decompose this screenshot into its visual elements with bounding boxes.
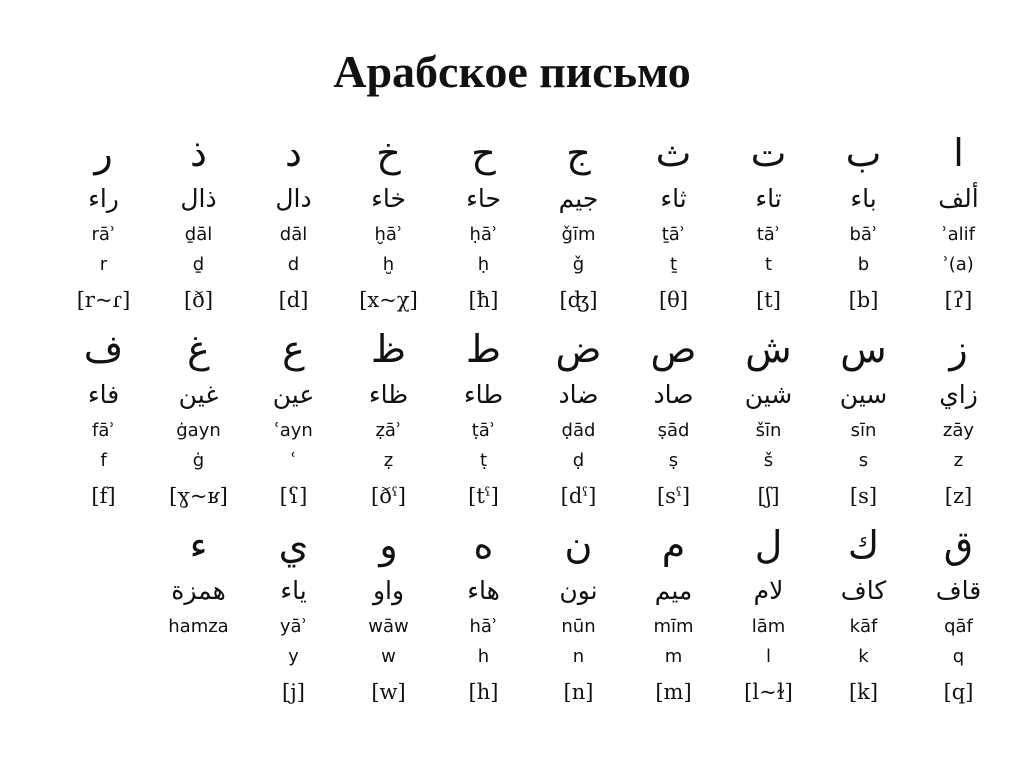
- ipa-transcription: [ð]: [183, 288, 214, 312]
- transliteration: ṣād: [657, 420, 690, 441]
- latin-equivalent: h: [477, 646, 490, 667]
- ipa-transcription: [h]: [468, 680, 499, 704]
- ipa-transcription: [f]: [91, 484, 116, 508]
- letter-cell: [246, 128, 341, 324]
- ipa-transcription: [b]: [848, 288, 879, 312]
- transliteration: wāw: [368, 616, 409, 637]
- alphabet-row: [56, 128, 1006, 324]
- latin-equivalent: ġ: [192, 450, 205, 471]
- letter-cell: [151, 520, 246, 716]
- latin-equivalent: t: [764, 254, 773, 275]
- page-title: Арабское письмо: [333, 46, 691, 97]
- ipa-transcription: [d]: [278, 288, 309, 312]
- letter-cell: [341, 128, 436, 324]
- arabic-letter: و: [379, 523, 398, 567]
- ipa-transcription: [ʃ]: [757, 484, 780, 508]
- ipa-transcription: [sˤ]: [656, 484, 691, 508]
- transliteration: ṭāʾ: [471, 420, 496, 441]
- arabic-letter-name: ثاء: [660, 184, 687, 213]
- latin-equivalent: ʿ: [290, 450, 297, 471]
- arabic-letter-name: تاء: [755, 184, 782, 213]
- letter-cell: [531, 324, 626, 520]
- arabic-letter-name: سين: [839, 380, 888, 409]
- letter-cell: [816, 128, 911, 324]
- transliteration: kāf: [849, 616, 878, 637]
- ipa-transcription: [x~χ]: [359, 288, 418, 312]
- letter-cell: [151, 324, 246, 520]
- arabic-letter-name: زاي: [939, 380, 978, 409]
- transliteration: ʾalif: [942, 224, 975, 245]
- letter-cell: [626, 520, 721, 716]
- arabic-letter-name: حاء: [466, 184, 501, 213]
- latin-equivalent: s: [858, 450, 869, 471]
- arabic-letter: ص: [650, 327, 697, 371]
- letter-cell: [436, 324, 531, 520]
- ipa-transcription: [ʤ]: [559, 288, 598, 312]
- arabic-letter-name: فاء: [87, 380, 120, 409]
- latin-equivalent: š: [763, 450, 774, 471]
- letter-cell: [436, 128, 531, 324]
- arabic-letter-name: طاء: [463, 380, 504, 409]
- ipa-transcription: [k]: [848, 680, 879, 704]
- ipa-transcription: [ðˤ]: [371, 484, 406, 508]
- transliteration: ǧīm: [561, 224, 596, 245]
- arabic-letter-name: ظاء: [368, 380, 409, 409]
- latin-equivalent: m: [664, 646, 683, 667]
- ipa-transcription: [l~ɫ]: [744, 680, 793, 704]
- arabic-letter-name: صاد: [653, 380, 694, 409]
- transliteration: hāʾ: [469, 616, 498, 637]
- latin-equivalent: ḏ: [192, 254, 205, 275]
- latin-equivalent: w: [381, 646, 396, 667]
- transliteration: ḫāʾ: [374, 224, 403, 245]
- ipa-transcription: [n]: [563, 680, 594, 704]
- ipa-transcription: [s]: [849, 484, 878, 508]
- arabic-letter-name: عين: [272, 380, 315, 409]
- arabic-letter-name: شين: [744, 380, 793, 409]
- arabic-letter: ن: [564, 523, 593, 567]
- latin-equivalent: n: [572, 646, 585, 667]
- alphabet-table: [56, 128, 1006, 716]
- letter-cell: [721, 324, 816, 520]
- transliteration: bāʾ: [849, 224, 878, 245]
- letter-cell: [341, 324, 436, 520]
- transliteration: ẓāʾ: [375, 420, 402, 441]
- arabic-letter-name: هاء: [467, 576, 500, 605]
- transliteration: ṯāʾ: [661, 224, 686, 245]
- latin-equivalent: l: [765, 646, 771, 667]
- alphabet-row: [56, 520, 1006, 716]
- letter-cell: [911, 520, 1006, 716]
- letter-cell: [721, 128, 816, 324]
- ipa-transcription: [r~ɾ]: [76, 288, 131, 312]
- latin-equivalent: ḍ: [572, 450, 585, 471]
- ipa-transcription: [j]: [282, 680, 305, 704]
- arabic-letter-name: ذال: [180, 184, 217, 213]
- ipa-transcription: [z]: [944, 484, 973, 508]
- arabic-letter-name: لام: [753, 576, 784, 605]
- transliteration: ġayn: [176, 420, 221, 441]
- transliteration: zāy: [942, 420, 975, 441]
- ipa-transcription: [q]: [943, 680, 974, 704]
- latin-equivalent: b: [857, 254, 870, 275]
- letter-cell: [56, 128, 151, 324]
- arabic-letter: خ: [376, 131, 401, 175]
- letter-cell: [151, 128, 246, 324]
- transliteration: lām: [751, 616, 786, 637]
- transliteration: sīn: [850, 420, 877, 441]
- arabic-letter: ض: [555, 327, 602, 371]
- letter-cell: [911, 128, 1006, 324]
- letter-cell: [246, 324, 341, 520]
- latin-equivalent: ṯ: [669, 254, 678, 275]
- transliteration: šīn: [755, 420, 782, 441]
- ipa-transcription: [θ]: [658, 288, 689, 312]
- arabic-letter: ك: [847, 523, 880, 567]
- ipa-transcription: [t]: [756, 288, 781, 312]
- letter-cell: [816, 324, 911, 520]
- ipa-transcription: [ɣ~ʁ]: [169, 484, 228, 508]
- ipa-transcription: [ħ]: [468, 288, 499, 312]
- ipa-transcription: [m]: [655, 680, 692, 704]
- arabic-letter: ت: [750, 131, 787, 175]
- transliteration: ḏāl: [184, 224, 213, 245]
- arabic-letter: ر: [94, 131, 113, 175]
- arabic-letter: ح: [471, 131, 496, 175]
- letter-cell: [531, 520, 626, 716]
- arabic-letter: ذ: [190, 131, 207, 175]
- arabic-letter: ا: [953, 131, 964, 175]
- transliteration: ʿayn: [274, 420, 313, 441]
- latin-equivalent: z: [953, 450, 964, 471]
- transliteration: fāʾ: [92, 420, 115, 441]
- arabic-letter: ع: [282, 327, 305, 371]
- arabic-letter-name: ياء: [280, 576, 307, 605]
- latin-equivalent: ḫ: [382, 254, 395, 275]
- ipa-transcription: [ʔ]: [944, 288, 973, 312]
- arabic-letter-name: ضاد: [558, 380, 599, 409]
- letter-cell: [626, 324, 721, 520]
- arabic-letter-name: باء: [850, 184, 877, 213]
- arabic-letter: ز: [949, 327, 968, 371]
- letter-cell: [246, 520, 341, 716]
- latin-equivalent: ṭ: [479, 450, 488, 471]
- arabic-letter: ل: [754, 523, 783, 567]
- latin-equivalent: ʾ(a): [943, 254, 974, 275]
- latin-equivalent: d: [287, 254, 300, 275]
- latin-equivalent: y: [288, 646, 299, 667]
- transliteration: ḍād: [561, 420, 596, 441]
- arabic-letter-name: دال: [275, 184, 312, 213]
- arabic-letter: ظ: [370, 327, 407, 371]
- arabic-letter-name: ميم: [654, 576, 693, 605]
- arabic-letter: ق: [943, 523, 974, 567]
- latin-equivalent: q: [952, 646, 965, 667]
- arabic-letter: ش: [745, 327, 792, 371]
- latin-equivalent: k: [858, 646, 869, 667]
- transliteration: tāʾ: [756, 224, 781, 245]
- ipa-transcription: [tˤ]: [468, 484, 499, 508]
- latin-equivalent: r: [99, 254, 108, 275]
- latin-equivalent: ǧ: [572, 254, 585, 275]
- transliteration: yāʾ: [279, 616, 308, 637]
- letter-cell: [56, 324, 151, 520]
- arabic-letter: ب: [845, 131, 882, 175]
- letter-cell: [816, 520, 911, 716]
- alphabet-row: [56, 324, 1006, 520]
- arabic-letter: م: [661, 523, 686, 567]
- arabic-letter: ف: [83, 327, 124, 371]
- letter-cell: [531, 128, 626, 324]
- transliteration: hamza: [168, 616, 229, 637]
- arabic-letter-name: جيم: [558, 184, 599, 213]
- letter-cell: [436, 520, 531, 716]
- latin-equivalent: ṣ: [668, 450, 679, 471]
- arabic-letter: ط: [465, 327, 502, 371]
- latin-equivalent: ẓ: [383, 450, 394, 471]
- transliteration: nūn: [561, 616, 596, 637]
- letter-cell: [341, 520, 436, 716]
- latin-equivalent: f: [100, 450, 107, 471]
- arabic-letter-name: همزة: [171, 576, 226, 605]
- arabic-letter-name: واو: [372, 576, 405, 605]
- arabic-letter-name: كاف: [840, 576, 887, 605]
- arabic-letter-name: غين: [178, 380, 219, 409]
- letter-cell: [721, 520, 816, 716]
- ipa-transcription: [ʕ]: [279, 484, 308, 508]
- transliteration: qāf: [944, 616, 973, 637]
- transliteration: dāl: [279, 224, 308, 245]
- arabic-letter: ه: [473, 523, 494, 567]
- ipa-transcription: [dˤ]: [560, 484, 597, 508]
- arabic-letter: د: [285, 131, 302, 175]
- letter-cell: [626, 128, 721, 324]
- ipa-transcription: [w]: [371, 680, 406, 704]
- transliteration: mīm: [653, 616, 694, 637]
- arabic-letter-name: نون: [559, 576, 598, 605]
- transliteration: ḥāʾ: [469, 224, 498, 245]
- arabic-letter: ء: [189, 523, 208, 567]
- latin-equivalent: ḥ: [477, 254, 490, 275]
- arabic-letter-name: ألف: [938, 184, 979, 213]
- arabic-letter: غ: [187, 327, 210, 371]
- transliteration: rāʾ: [91, 224, 116, 245]
- arabic-letter-name: راء: [88, 184, 119, 213]
- arabic-letter-name: خاء: [371, 184, 406, 213]
- arabic-letter: س: [840, 327, 887, 371]
- arabic-letter-name: قاف: [935, 576, 982, 605]
- arabic-letter: ج: [566, 131, 591, 175]
- letter-cell: [911, 324, 1006, 520]
- arabic-letter: ث: [655, 131, 692, 175]
- arabic-letter: ي: [278, 523, 309, 567]
